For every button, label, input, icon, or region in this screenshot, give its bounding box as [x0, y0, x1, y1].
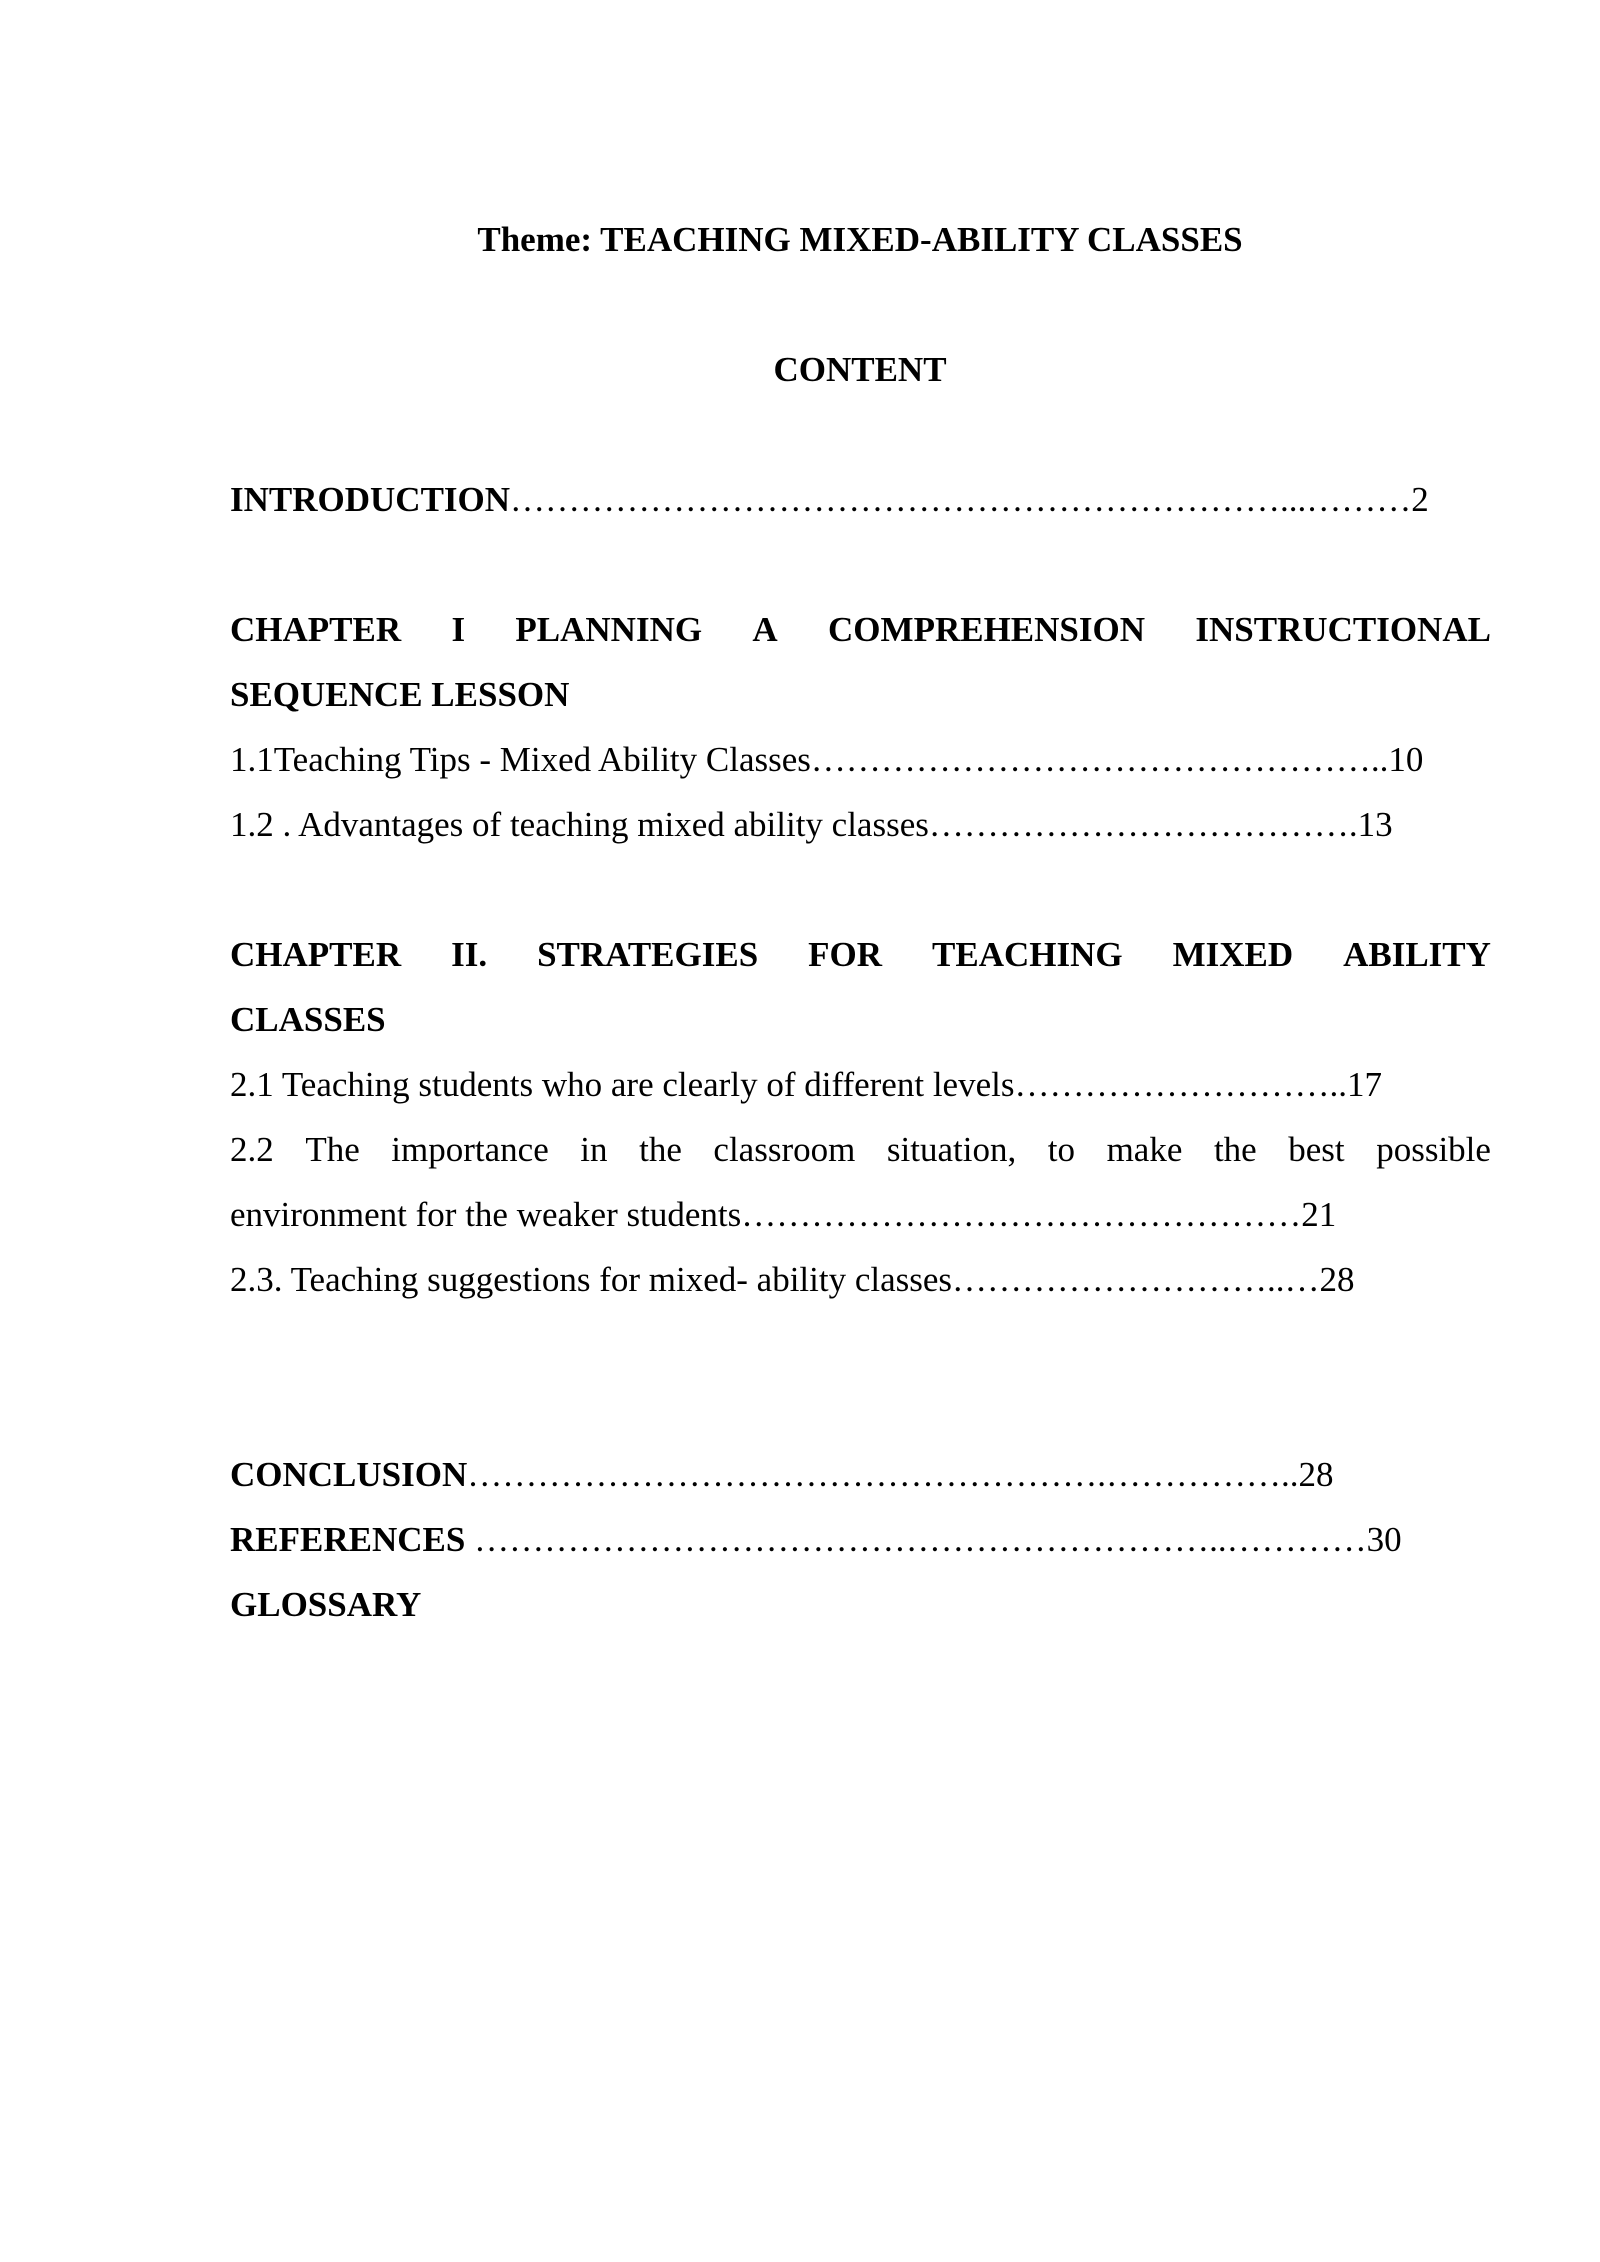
item-2-2-word: classroom	[713, 1130, 856, 1169]
references-leader: ………………………………………………………..…………	[465, 1520, 1367, 1559]
toc-item-2-3: 2.3. Teaching suggestions for mixed- ability classes………………………..…28	[230, 1260, 1355, 1299]
toc-glossary: GLOSSARY	[230, 1585, 422, 1624]
toc-item-1-2: 1.2 . Advantages of teaching mixed ability classes……………………………….13	[230, 805, 1393, 844]
chapter1-word: CHAPTER	[230, 610, 402, 649]
item-2-2-word: best	[1288, 1130, 1345, 1169]
item-2-2-word: the	[1213, 1130, 1257, 1169]
references-page: 30	[1366, 1520, 1402, 1559]
chapter2-word: II.	[451, 935, 488, 974]
toc-introduction	[230, 478, 1429, 522]
chapter2-heading-line2: CLASSES	[230, 1000, 386, 1039]
toc-conclusion	[230, 1453, 1334, 1497]
item-2-2-word: 2.2	[230, 1130, 274, 1169]
introduction-leader: …………………………………………………………...………	[510, 480, 1412, 519]
conclusion-leader: ……………………………………………….……………..	[467, 1455, 1299, 1494]
chapter2-word: STRATEGIES	[537, 935, 759, 974]
content-heading: CONTENT	[773, 350, 947, 389]
item-2-2-word: make	[1106, 1130, 1183, 1169]
item-2-2-word: to	[1047, 1130, 1076, 1169]
item-2-2-word: importance	[391, 1130, 549, 1169]
chapter2-word: ABILITY	[1343, 935, 1491, 974]
item-2-2-word: the	[639, 1130, 682, 1169]
toc-item-2-2-line2: environment for the weaker students…………………………………………21	[230, 1195, 1337, 1234]
chapter1-word: INSTRUCTIONAL	[1195, 610, 1491, 649]
chapter1-word: COMPREHENSION	[828, 610, 1145, 649]
chapter1-word: A	[752, 610, 778, 649]
chapter2-heading-line1	[230, 933, 1491, 977]
chapter1-heading-line1	[230, 608, 1491, 652]
references-label: REFERENCES	[230, 1520, 466, 1559]
theme-title: Theme: TEACHING MIXED-ABILITY CLASSES	[477, 220, 1243, 259]
conclusion-label: CONCLUSION	[230, 1455, 468, 1494]
chapter1-heading-line2: SEQUENCE LESSON	[230, 675, 570, 714]
chapter2-word: FOR	[808, 935, 883, 974]
introduction-label: INTRODUCTION	[230, 480, 511, 519]
introduction-page: 2	[1411, 480, 1429, 519]
item-2-2-word: possible	[1376, 1130, 1491, 1169]
chapter2-word: CHAPTER	[230, 935, 402, 974]
chapter2-word: MIXED	[1172, 935, 1294, 974]
toc-item-2-2-line1	[230, 1128, 1491, 1172]
item-2-2-word: The	[305, 1130, 360, 1169]
item-2-2-word: situation,	[886, 1130, 1017, 1169]
item-2-2-word: in	[580, 1130, 608, 1169]
toc-references	[230, 1518, 1402, 1562]
chapter1-word: I	[451, 610, 466, 649]
chapter1-word: PLANNING	[515, 610, 703, 649]
chapter2-word: TEACHING	[932, 935, 1123, 974]
toc-item-2-1: 2.1 Teaching students who are clearly of different levels………………………..17	[230, 1065, 1382, 1104]
conclusion-page: 28	[1298, 1455, 1334, 1494]
toc-item-1-1: 1.1Teaching Tips - Mixed Ability Classes…………………………………………..10	[230, 740, 1424, 779]
